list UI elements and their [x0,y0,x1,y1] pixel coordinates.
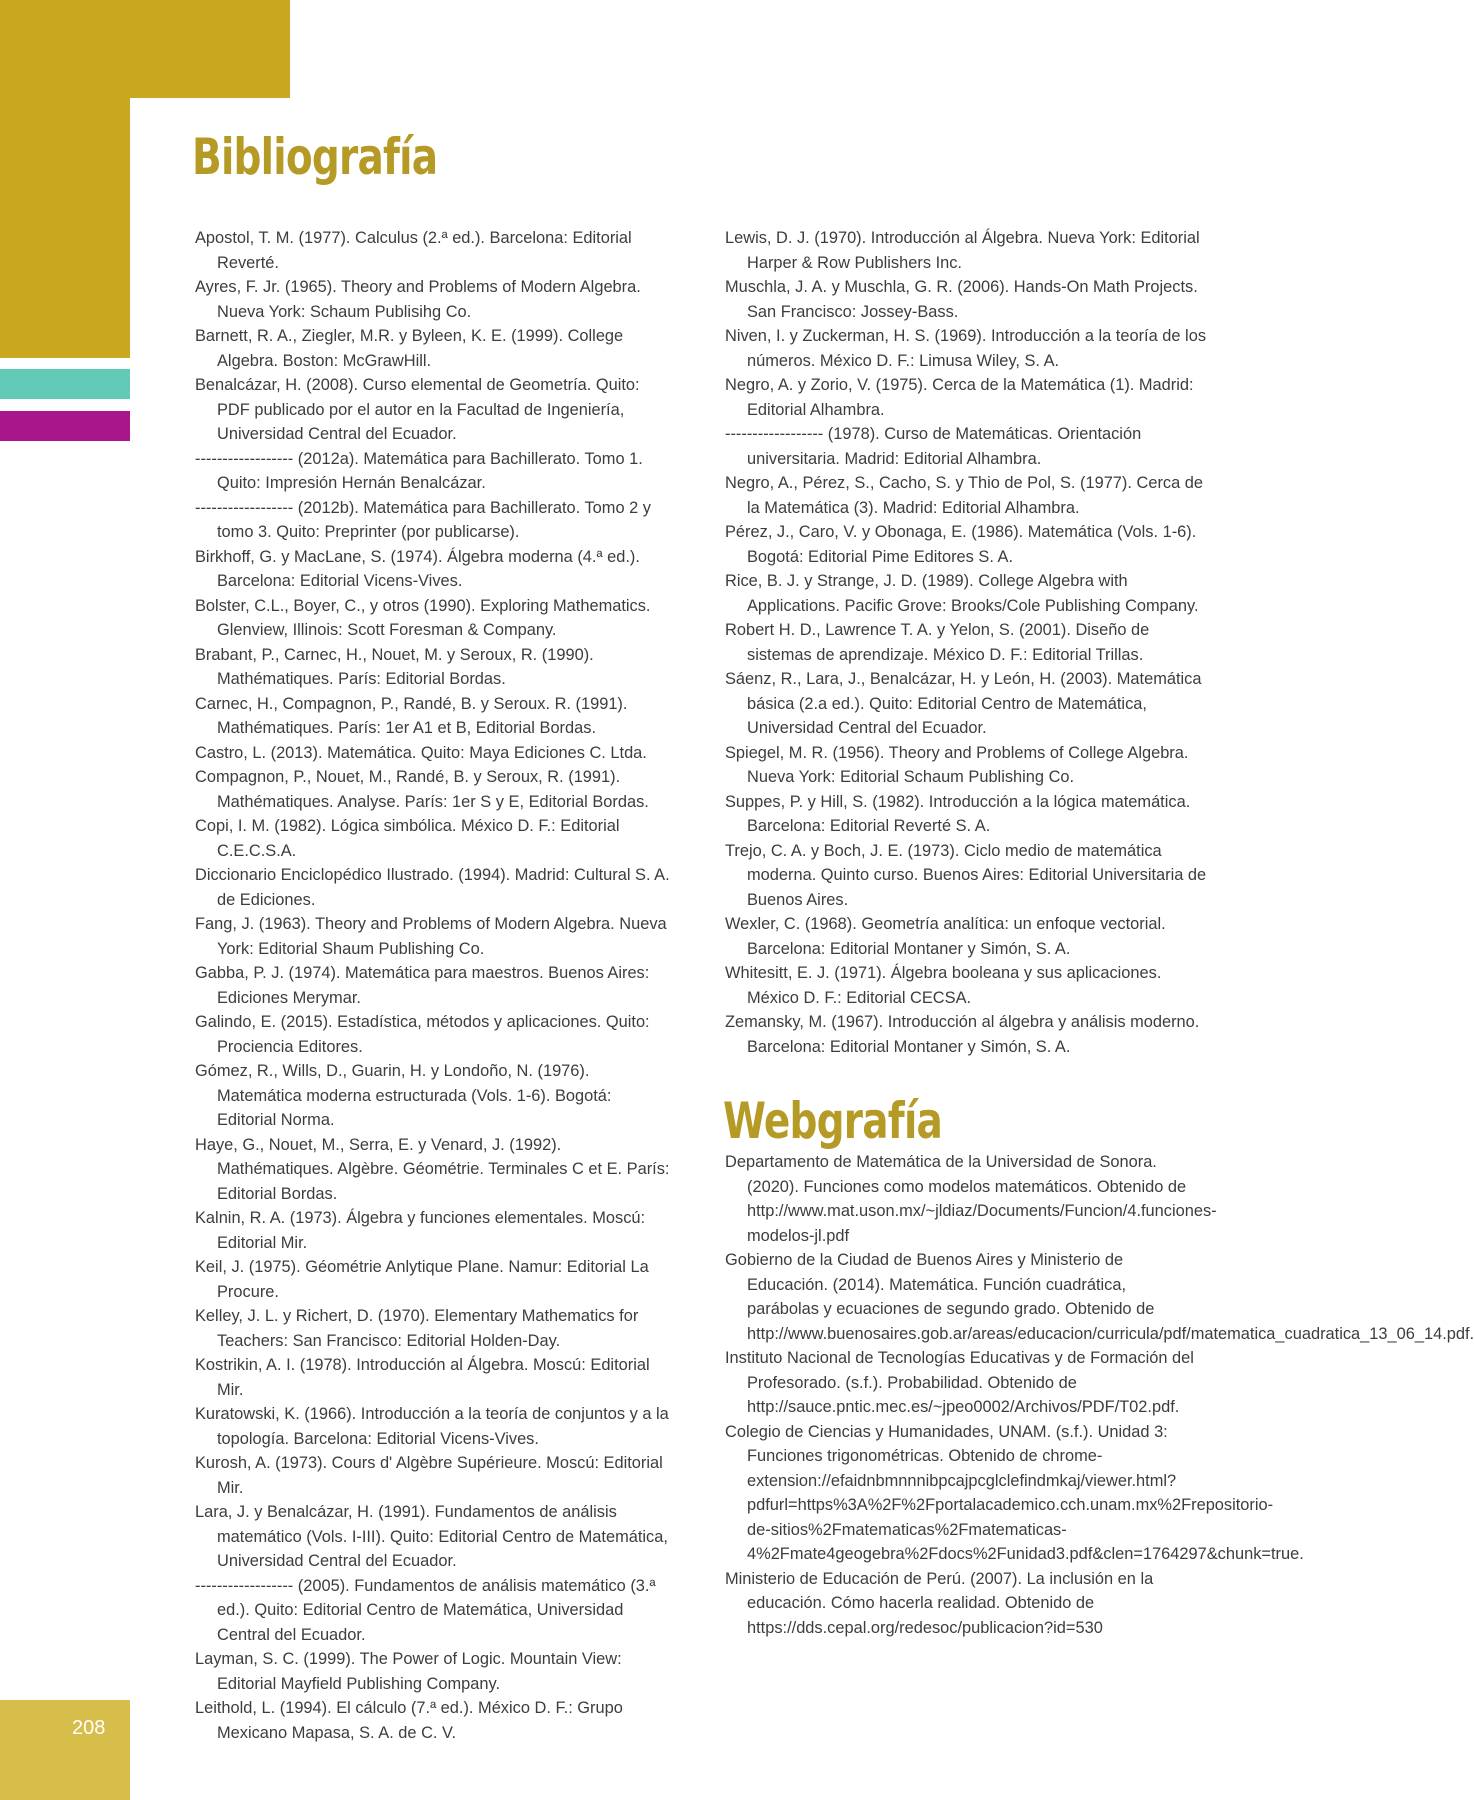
reference-item: Negro, A. y Zorio, V. (1975). Cerca de la Matemática (1). Madrid: Editorial Alhambra. [725,376,1194,419]
reference-item: Benalcázar, H. (2008). Curso elemental de Geometría. Quito: PDF publicado por el autor en la Facultad de Ingeniería, Universidad Central del Ecuador. [195,376,640,443]
reference-item: Lewis, D. J. (1970). Introducción al Álgebra. Nueva York: Editorial Harper & Row Publishers Inc. [725,229,1200,272]
reference-item: Kelley, J. L. y Richert, D. (1970). Elementary Mathematics for Teachers: San Francisco: Editorial Holden-Day. [195,1307,639,1350]
reference-item: Trejo, C. A. y Boch, J. E. (1973). Ciclo medio de matemática moderna. Quinto curso. Buenos Aires: Editorial Universitaria de Buenos Aires. [725,841,1207,909]
reference-item: Haye, G., Nouet, M., Serra, E. y Venard, J. (1992). Mathématiques. Algèbre. Géométrie. Terminales C et E. París: Editorial Bordas. [195,1135,670,1203]
reference-item: ------------------ (2012b). Matemática para Bachillerato. Tomo 2 y tomo 3. Quito: Preprinter (por publicarse). [195,498,651,541]
bibliografia-title: Bibliografía [192,128,438,186]
reference-item: Ayres, F. Jr. (1965). Theory and Problems of Modern Algebra. Nueva York: Schaum Publisihg Co. [195,278,641,321]
top-color-band [0,0,290,98]
reference-item: Keil, J. (1975). Géométrie Anlytique Plane. Namur: Editorial La Procure. [195,1258,649,1301]
reference-item: Kalnin, R. A. (1973). Álgebra y funciones elementales. Moscú: Editorial Mir. [195,1209,646,1252]
teal-stripe [0,369,130,399]
reference-item: Zemansky, M. (1967). Introducción al álgebra y análisis moderno. Barcelona: Editorial Montaner y Simón, S. A. [725,1013,1200,1056]
web-reference-item: Departamento de Matemática de la Universidad de Sonora. (2020). Funciones como modelos matemáticos. Obtenido de http://www.mat.uson.mx/~jldiaz/Documents/Funcion/4.funciones-modelos-jl.pdf [725,1153,1217,1245]
page-number-band [0,1700,130,1800]
reference-item: Lara, J. y Benalcázar, H. (1991). Fundamentos de análisis matemático (Vols. I-III). Quito: Editorial Centro de Matemática, Universidad Central del Ecuador. [195,1503,668,1570]
reference-item: Birkhoff, G. y MacLane, S. (1974). Álgebra moderna (4.ª ed.). Barcelona: Editorial Vicens-Vives. [195,547,640,590]
web-reference-item: Gobierno de la Ciudad de Buenos Aires y Ministerio de Educación. (2014). Matemática. Función cuadrática, parábolas y ecuaciones de segundo grado. Obtenido de http://www.buenosaires.gob.ar/areas/educacion/curricula/pdf/matematica_cuadratica_13_06_14.pdf. [725,1251,1474,1343]
reference-item: Kostrikin, A. I. (1978). Introducción al Álgebra. Moscú: Editorial Mir. [195,1356,650,1399]
reference-item: Gabba, P. J. (1974). Matemática para maestros. Buenos Aires: Ediciones Merymar. [195,964,650,1007]
reference-item: Diccionario Enciclopédico Ilustrado. (1994). Madrid: Cultural S. A. de Ediciones. [195,866,670,909]
purple-stripe [0,411,130,441]
reference-item: Negro, A., Pérez, S., Cacho, S. y Thio de Pol, S. (1977). Cerca de la Matemática (3). Madrid: Editorial Alhambra. [725,474,1203,517]
reference-item: ------------------ (2012a). Matemática para Bachillerato. Tomo 1. Quito: Impresión Hernán Benalcázar. [195,449,643,492]
reference-item: ------------------ (2005). Fundamentos de análisis matemático (3.ª ed.). Quito: Editorial Centro de Matemática, Universidad Central del Ecuador. [195,1576,656,1644]
reference-item: Muschla, J. A. y Muschla, G. R. (2006). Hands-On Math Projects. San Francisco: Jossey-Bass. [725,278,1198,321]
reference-item: ------------------ (1978). Curso de Matemáticas. Orientación universitaria. Madrid: Editorial Alhambra. [725,425,1142,468]
reference-item: Castro, L. (2013). Matemática. Quito: Maya Ediciones C. Ltda. [195,743,647,762]
reference-item: Compagnon, P., Nouet, M., Randé, B. y Seroux, R. (1991). Mathématiques. Analyse. París: 1er S y E, Editorial Bordas. [195,768,649,811]
reference-item: Bolster, C.L., Boyer, C., y otros (1990). Exploring Mathematics. Glenview, Illinois: Scott Foresman & Company. [195,596,651,639]
reference-item: Copi, I. M. (1982). Lógica simbólica. México D. F.: Editorial C.E.C.S.A. [195,817,620,860]
reference-item: Brabant, P., Carnec, H., Nouet, M. y Seroux, R. (1990). Mathématiques. París: Editorial Bordas. [195,645,594,688]
reference-item: Rice, B. J. y Strange, J. D. (1989). College Algebra with Applications. Pacific Grove: Brooks/Cole Publishing Company. [725,572,1199,615]
webography-list [725,1150,1474,1640]
reference-item: Sáenz, R., Lara, J., Benalcázar, H. y León, H. (2003). Matemática básica (2.a ed.). Quito: Editorial Centro de Matemática, Universidad Central del Ecuador. [725,670,1202,737]
reference-item: Spiegel, M. R. (1956). Theory and Problems of College Algebra. Nueva York: Editorial Schaum Publishing Co. [725,743,1189,786]
reference-item: Apostol, T. M. (1977). Calculus (2.ª ed.). Barcelona: Editorial Reverté. [195,229,632,272]
reference-item: Carnec, H., Compagnon, P., Randé, B. y Seroux. R. (1991). Mathématiques. París: 1er A1 et B, Editorial Bordas. [195,694,628,737]
bibliography-right-column [725,226,1210,1059]
reference-item: Layman, S. C. (1999). The Power of Logic. Mountain View: Editorial Mayfield Publishing Company. [195,1650,622,1693]
reference-item: Suppes, P. y Hill, S. (1982). Introducción a la lógica matemática. Barcelona: Editorial Reverté S. A. [725,792,1191,835]
reference-item: Wexler, C. (1968). Geometría analítica: un enfoque vectorial. Barcelona: Editorial Montaner y Simón, S. A. [725,915,1166,958]
reference-item: Niven, I. y Zuckerman, H. S. (1969). Introducción a la teoría de los números. México D. F.: Limusa Wiley, S. A. [725,327,1207,370]
reference-item: Leithold, L. (1994). El cálculo (7.ª ed.). México D. F.: Grupo Mexicano Mapasa, S. A. de C. V. [195,1699,623,1742]
bibliography-left-column [195,226,670,1745]
reference-item: Gómez, R., Wills, D., Guarin, H. y Londoño, N. (1976). Matemática moderna estructurada (Vols. 1-6). Bogotá: Editorial Norma. [195,1062,612,1129]
web-reference-item: Instituto Nacional de Tecnologías Educativas y de Formación del Profesorado. (s.f.). Probabilidad. Obtenido de http://sauce.pntic.mec.es/~jpeo0002/Archivos/PDF/T02.pdf. [725,1349,1194,1416]
left-color-band [0,98,130,358]
reference-item: Robert H. D., Lawrence T. A. y Yelon, S. (2001). Diseño de sistemas de aprendizaje. México D. F.: Editorial Trillas. [725,621,1150,664]
reference-item: Whitesitt, E. J. (1971). Álgebra booleana y sus aplicaciones. México D. F.: Editorial CECSA. [725,964,1162,1007]
reference-item: Fang, J. (1963). Theory and Problems of Modern Algebra. Nueva York: Editorial Shaum Publishing Co. [195,915,667,958]
page-number: 208 [72,1717,106,1739]
reference-item: Pérez, J., Caro, V. y Obonaga, E. (1986). Matemática (Vols. 1-6). Bogotá: Editorial Pime Editores S. A. [725,523,1197,566]
reference-item: Kurosh, A. (1973). Cours d' Algèbre Supérieure. Moscú: Editorial Mir. [195,1454,663,1497]
web-reference-item: Ministerio de Educación de Perú. (2007). La inclusión en la educación. Cómo hacerla realidad. Obtenido de https://dds.cepal.org/redesoc/publicacion?id=530 [725,1569,1154,1637]
webgrafia-title: Webgrafía [723,1092,943,1150]
reference-item: Galindo, E. (2015). Estadística, métodos y aplicaciones. Quito: Prociencia Editores. [195,1013,650,1056]
reference-item: Kuratowski, K. (1966). Introducción a la teoría de conjuntos y a la topología. Barcelona: Editorial Vicens-Vives. [195,1405,669,1448]
web-reference-item: Colegio de Ciencias y Humanidades, UNAM. (s.f.). Unidad 3: Funciones trigonométricas. Obtenido de chrome-extension://efaidnbmnnnibpcajpcglclefindmkaj/viewer.html?pdfurl=https%3A%2F%2Fportalacademico.cch.unam.mx%2Frepositorio-de-sitios%2Fmatematicas%2Fmatematicas-4%2Fmate4geogebra%2Fdocs%2Funidad3.pdf&clen=1764297&chunk=true. [725,1422,1304,1563]
reference-item: Barnett, R. A., Ziegler, M.R. y Byleen, K. E. (1999). College Algebra. Boston: McGrawHill. [195,327,624,370]
